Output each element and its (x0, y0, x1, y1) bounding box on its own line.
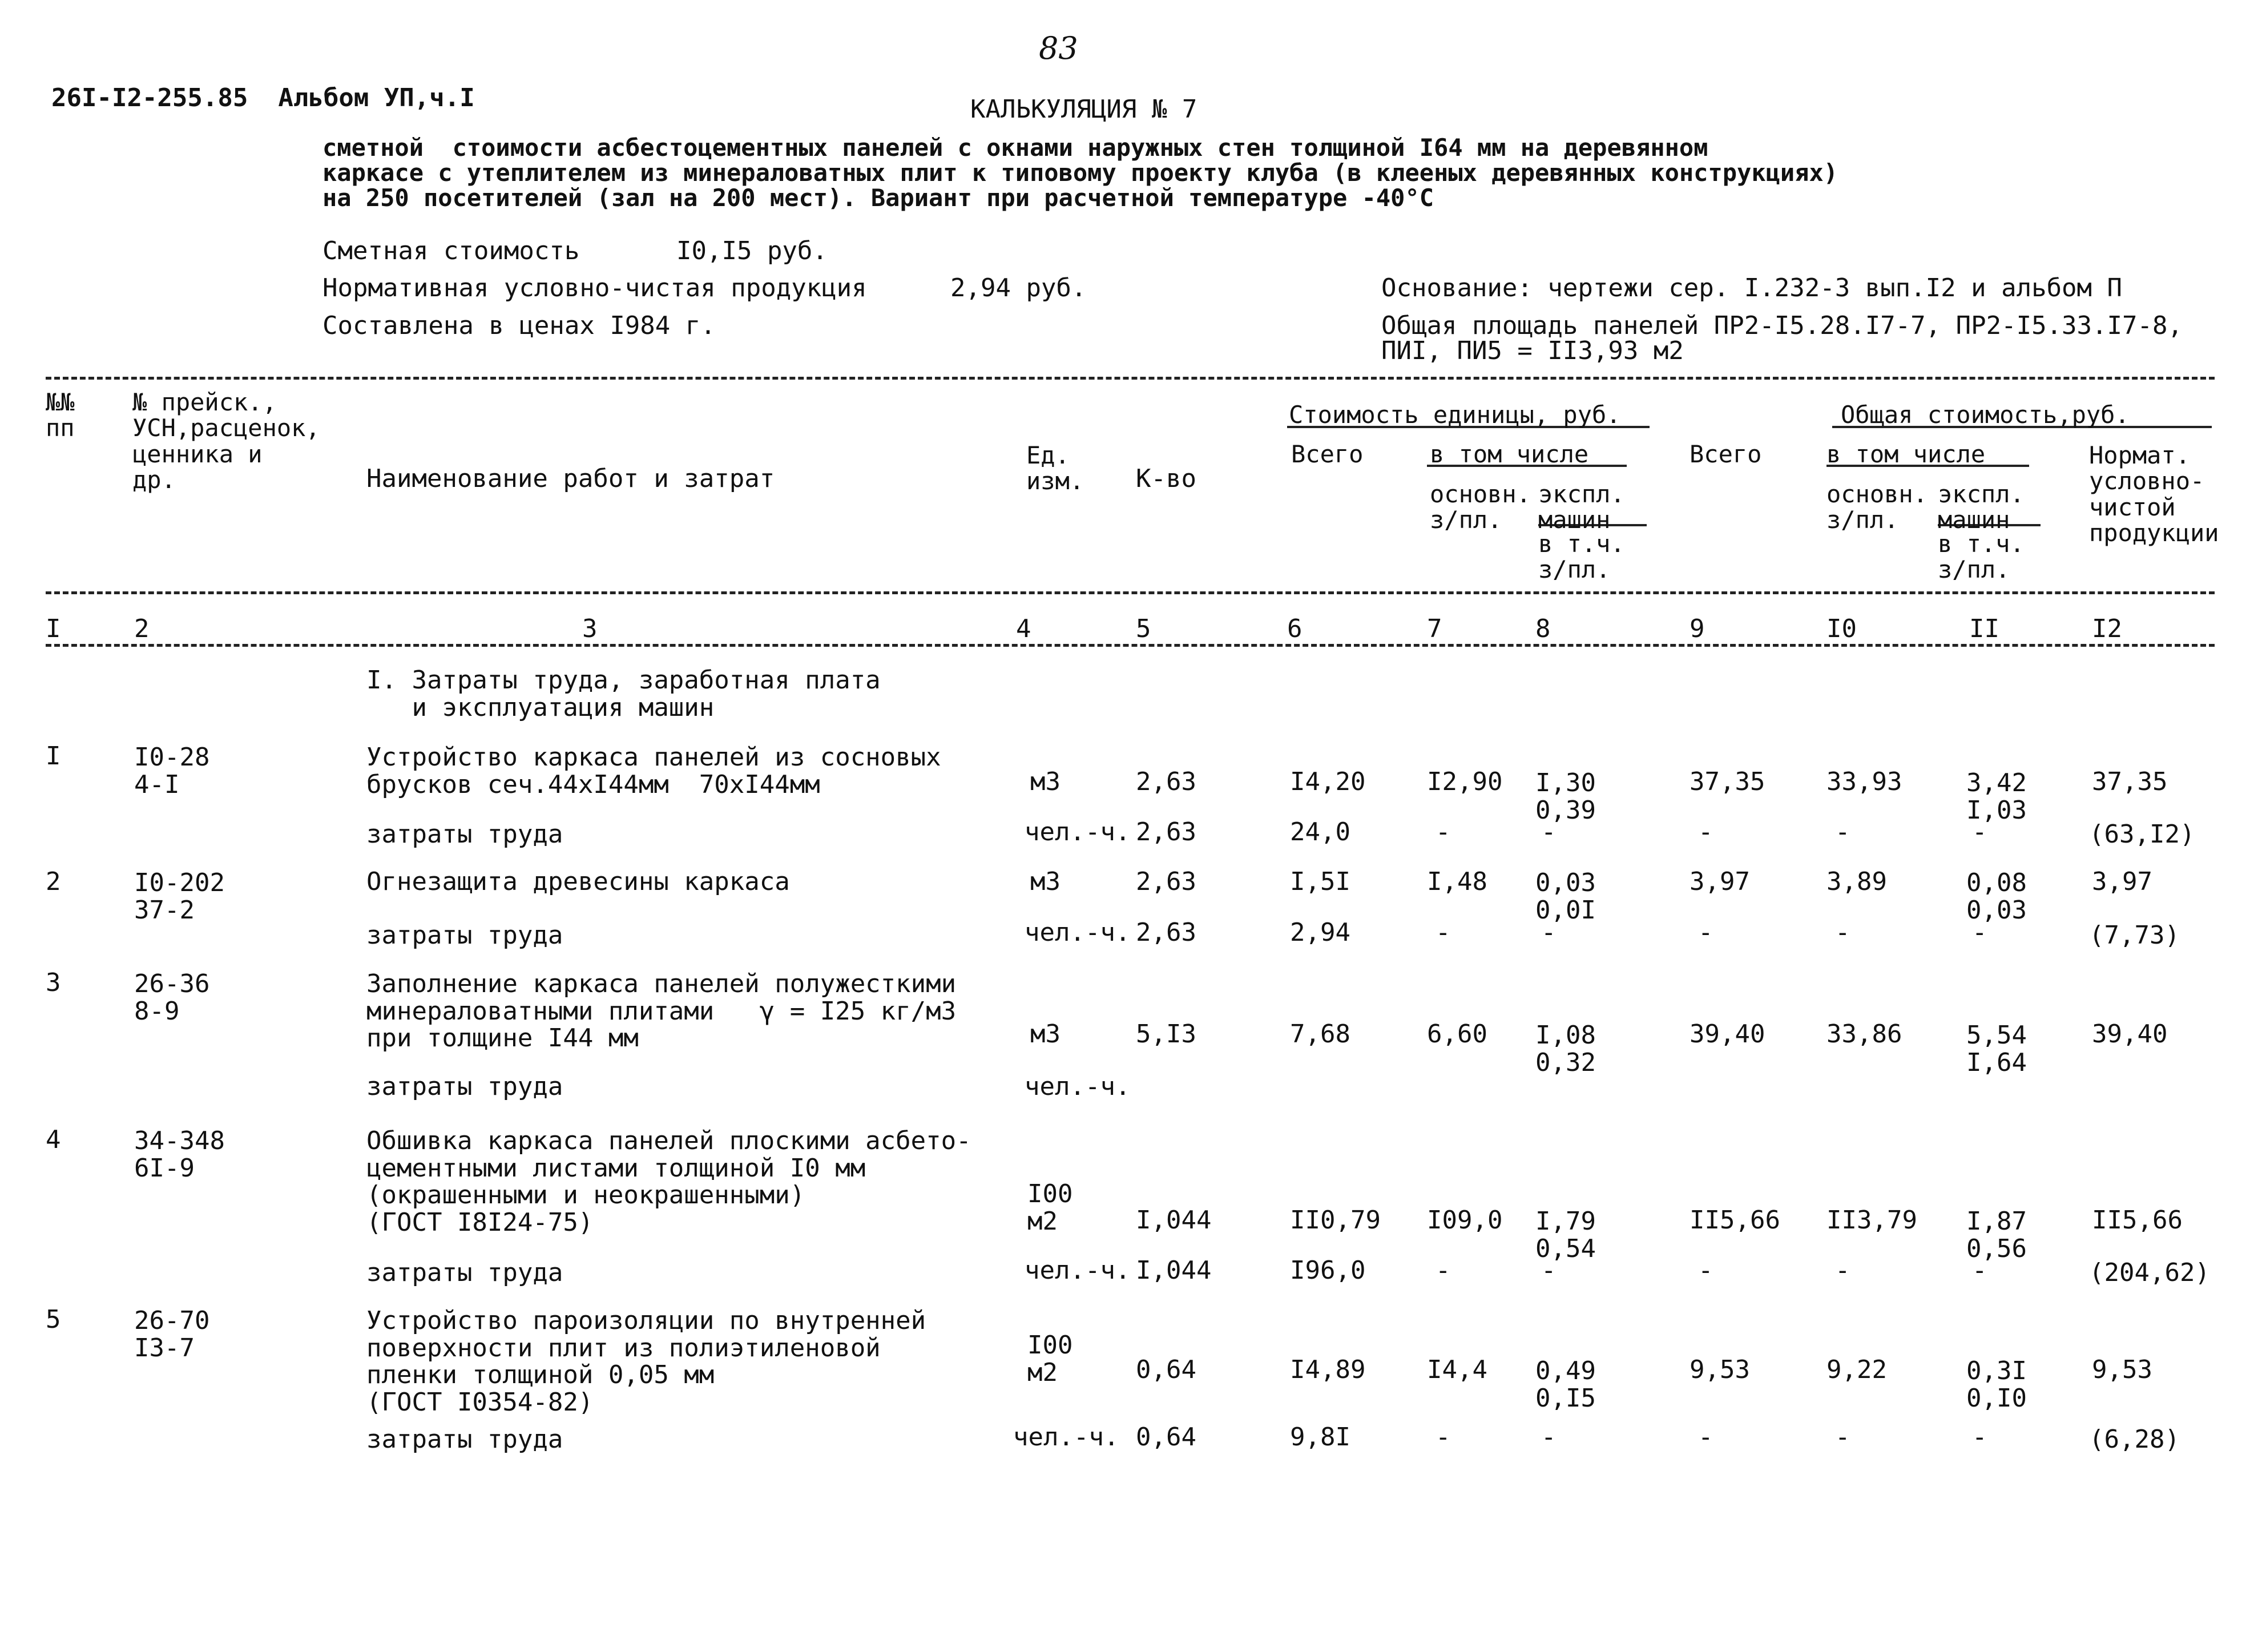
row-unit-machines: I,79 0,54 (1535, 1207, 1596, 1263)
col-number-11: II (1969, 614, 1999, 643)
header-unit-basic-wage: основн. з/пл. (1430, 480, 1531, 534)
normative-product-label: Нормативная условно-чистая продукция (322, 273, 867, 303)
header-unit-cost-group: Стоимость единицы, руб. (1289, 401, 1621, 429)
row-work-name: Устройство каркаса панелей из сосновых брусков сеч.44хI44мм 70хI44мм (366, 743, 941, 799)
row-number: 2 (46, 867, 61, 896)
dash: - (1436, 1256, 1451, 1285)
row-price-ref: I0-202 37-2 (134, 868, 225, 925)
col-number-10: I0 (1826, 614, 1857, 643)
col-number-12: I2 (2092, 614, 2122, 643)
header-unit-total: Всего (1291, 440, 1364, 468)
description-line-3: на 250 посетителей (зал на 200 мест). Вариант при расчетной температуре -40°С (322, 184, 1434, 212)
dash: - (1835, 1423, 1850, 1452)
row-total: II5,66 (1690, 1206, 1780, 1235)
header-total-incl: в том числе (1826, 440, 1986, 468)
row-total-machines: 3,42 I,03 (1966, 768, 2027, 825)
dash: - (1972, 1423, 1987, 1452)
price-base-label: Составлена в ценах I984 г. (322, 311, 716, 340)
normative-product-value: 2,94 руб. (950, 273, 1087, 303)
row-work-name: Устройство пароизоляции по внутренней поверхности плит из полиэтиленовой пленки толщиной 0,05 мм (ГОСТ I0354-82) (366, 1306, 926, 1417)
row-total-machines: 0,08 0,03 (1966, 868, 2027, 925)
labor-unit-total: 9,8I (1290, 1423, 1350, 1452)
col-number-3: 3 (582, 614, 598, 643)
row-number: I (46, 742, 61, 771)
labor-normative: (7,73) (2089, 921, 2180, 950)
labor-unit: чел.-ч. (1013, 1423, 1119, 1452)
row-unit-machines: 0,49 0,I5 (1535, 1356, 1596, 1413)
row-quantity: 2,63 (1136, 867, 1196, 896)
row-number: 5 (46, 1305, 61, 1334)
row-unit-machines: 0,03 0,0I (1535, 868, 1596, 925)
labor-unit: чел.-ч. (1025, 817, 1131, 847)
row-unit-wage: 6,60 (1427, 1020, 1487, 1049)
labor-quantity: 2,63 (1136, 817, 1196, 847)
header-total-machines: экспл. машин (1938, 480, 2025, 534)
dash: - (1436, 817, 1451, 847)
header-unit-machines: экспл. машин (1538, 480, 1625, 534)
row-price-ref: I0-28 4-I (134, 743, 210, 799)
table-top-rule (46, 377, 2215, 380)
labor-unit: чел.-ч. (1025, 1072, 1131, 1101)
section-title: I. Затраты труда, заработная плата и эксплуатация машин (366, 666, 881, 722)
labor-label: затраты труда (366, 820, 563, 849)
row-normative: 37,35 (2092, 767, 2168, 796)
album-reference: 26I-I2-255.85 Альбом УП,ч.I (51, 83, 475, 112)
labor-label: затраты труда (366, 1425, 563, 1454)
header-col-price-ref: № прейск., УСН,расценок, ценника и др. (132, 388, 320, 494)
dash: - (1835, 1256, 1850, 1285)
dash: - (1541, 918, 1557, 947)
dash: - (1698, 1423, 1713, 1452)
dash: - (1698, 817, 1713, 847)
row-normative: II5,66 (2092, 1206, 2183, 1235)
description-line-1: сметной стоимости асбестоцементных панелей с окнами наружных стен толщиной I64 мм на деревянном (322, 134, 1708, 162)
dash: - (1835, 918, 1850, 947)
labor-normative: (63,I2) (2089, 820, 2195, 849)
row-unit: м3 (1030, 767, 1061, 796)
row-unit-machines: I,08 0,32 (1535, 1021, 1596, 1077)
row-total-wage: 33,93 (1826, 767, 1902, 796)
row-price-ref: 26-36 8-9 (134, 969, 210, 1026)
basis-line-3: ПИI, ПИ5 = II3,93 м2 (1381, 336, 1684, 365)
col-number-1: I (46, 614, 61, 643)
col-number-9: 9 (1690, 614, 1705, 643)
row-number: 4 (46, 1125, 61, 1154)
row-normative: 9,53 (2092, 1355, 2152, 1384)
row-unit-total: I4,20 (1290, 767, 1366, 796)
row-unit: м3 (1030, 867, 1061, 896)
labor-label: затраты труда (366, 921, 563, 950)
col-number-2: 2 (134, 614, 150, 643)
labor-unit-total: I96,0 (1290, 1256, 1366, 1285)
basis-line-1: Основание: чертежи сер. I.232-3 вып.I2 и альбом П (1381, 273, 2123, 303)
row-unit: м3 (1030, 1020, 1061, 1049)
description-line-2: каркасе с утеплителем из минераловатных плит к типовому проекту клуба (в клееных деревянных конструкциях) (322, 159, 1838, 187)
row-total-wage: 9,22 (1826, 1355, 1887, 1384)
dash: - (1541, 817, 1557, 847)
dash: - (1972, 1256, 1987, 1285)
row-number: 3 (46, 968, 61, 997)
row-total-machines: 0,3I 0,I0 (1966, 1356, 2027, 1413)
col-number-4: 4 (1016, 614, 1031, 643)
row-total-wage: 33,86 (1826, 1020, 1902, 1049)
estimated-cost-label: Сметная стоимость (322, 236, 580, 265)
labor-quantity: I,044 (1136, 1256, 1212, 1285)
basis-line-2: Общая площадь панелей ПР2-I5.28.I7-7, ПР2-I5.33.I7-8, (1381, 311, 2183, 340)
labor-unit-total: 2,94 (1290, 918, 1350, 947)
row-unit: I00 м2 (1027, 1331, 1073, 1387)
header-col-number: №№ пп (46, 388, 75, 442)
row-total-machines: I,87 0,56 (1966, 1207, 2027, 1263)
header-total-cost-group: Общая стоимость,руб. (1841, 401, 2130, 429)
dash: - (1541, 1256, 1557, 1285)
header-total-total: Всего (1690, 440, 1762, 468)
labor-unit: чел.-ч. (1025, 1256, 1131, 1285)
labor-quantity: 0,64 (1136, 1423, 1196, 1452)
row-total: 9,53 (1690, 1355, 1750, 1384)
row-price-ref: 34-348 6I-9 (134, 1126, 225, 1183)
row-unit: I00 м2 (1027, 1179, 1073, 1236)
row-unit-total: I4,89 (1290, 1355, 1366, 1384)
row-unit-total: I,5I (1290, 867, 1350, 896)
row-work-name: Огнезащита древесины каркаса (366, 867, 790, 896)
dash: - (1698, 918, 1713, 947)
dash: - (1835, 817, 1850, 847)
header-unit-incl: в том числе (1430, 440, 1589, 468)
row-total-wage: 3,89 (1826, 867, 1887, 896)
col-number-6: 6 (1287, 614, 1303, 643)
col-number-7: 7 (1427, 614, 1442, 643)
row-quantity: 2,63 (1136, 767, 1196, 796)
header-total-basic-wage: основн. з/пл. (1826, 480, 1928, 534)
row-price-ref: 26-70 I3-7 (134, 1306, 210, 1363)
row-quantity: 5,I3 (1136, 1020, 1196, 1049)
header-col-normative: Нормат. условно- чистой продукции (2089, 441, 2219, 547)
row-unit-total: II0,79 (1290, 1206, 1381, 1235)
row-quantity: 0,64 (1136, 1355, 1196, 1384)
row-unit-total: 7,68 (1290, 1020, 1350, 1049)
labor-unit: чел.-ч. (1025, 918, 1131, 947)
labor-label: затраты труда (366, 1258, 563, 1287)
row-normative: 39,40 (2092, 1020, 2168, 1049)
labor-unit-total: 24,0 (1290, 817, 1350, 847)
row-unit-wage: I09,0 (1427, 1206, 1503, 1235)
row-total: 3,97 (1690, 867, 1750, 896)
dash: - (1436, 918, 1451, 947)
header-unit-incl-wage: в т.ч. з/пл. (1538, 530, 1625, 584)
header-bottom-rule (46, 591, 2215, 594)
col-number-8: 8 (1535, 614, 1551, 643)
row-normative: 3,97 (2092, 867, 2152, 896)
row-unit-machines: I,30 0,39 (1535, 768, 1596, 825)
header-total-incl-wage: в т.ч. з/пл. (1938, 530, 2025, 584)
row-unit-wage: I4,4 (1427, 1355, 1487, 1384)
row-total: 39,40 (1690, 1020, 1765, 1049)
labor-label: затраты труда (366, 1072, 563, 1101)
labor-normative: (204,62) (2089, 1258, 2210, 1287)
dash: - (1436, 1423, 1451, 1452)
row-work-name: Обшивка каркаса панелей плоскими асбето- цементными листами толщиной I0 мм (окрашенными и неокрашенными) (ГОСТ I8I24-75) (366, 1126, 971, 1237)
labor-quantity: 2,63 (1136, 918, 1196, 947)
labor-normative: (6,28) (2089, 1425, 2180, 1454)
estimated-cost-value: I0,I5 руб. (676, 236, 828, 265)
header-col-quantity: К-во (1136, 464, 1196, 493)
dash: - (1972, 817, 1987, 847)
row-total: 37,35 (1690, 767, 1765, 796)
header-col-work-name: Наименование работ и затрат (366, 464, 775, 493)
row-unit-wage: I2,90 (1427, 767, 1503, 796)
dash: - (1698, 1256, 1713, 1285)
column-numbers-rule (46, 644, 2215, 647)
dash: - (1541, 1423, 1557, 1452)
row-work-name: Заполнение каркаса панелей полужесткими минераловатными плитами γ = I25 кг/м3 при толщине I44 мм (366, 969, 957, 1053)
header-col-unit: Ед. изм. (1026, 441, 1084, 495)
col-number-5: 5 (1136, 614, 1151, 643)
row-total-wage: II3,79 (1826, 1206, 1917, 1235)
document-title: КАЛЬКУЛЯЦИЯ № 7 (970, 95, 1197, 124)
row-total-machines: 5,54 I,64 (1966, 1021, 2027, 1077)
row-unit-wage: I,48 (1427, 867, 1487, 896)
dash: - (1972, 918, 1987, 947)
row-quantity: I,044 (1136, 1206, 1212, 1235)
page-number: 83 (1039, 30, 1078, 66)
